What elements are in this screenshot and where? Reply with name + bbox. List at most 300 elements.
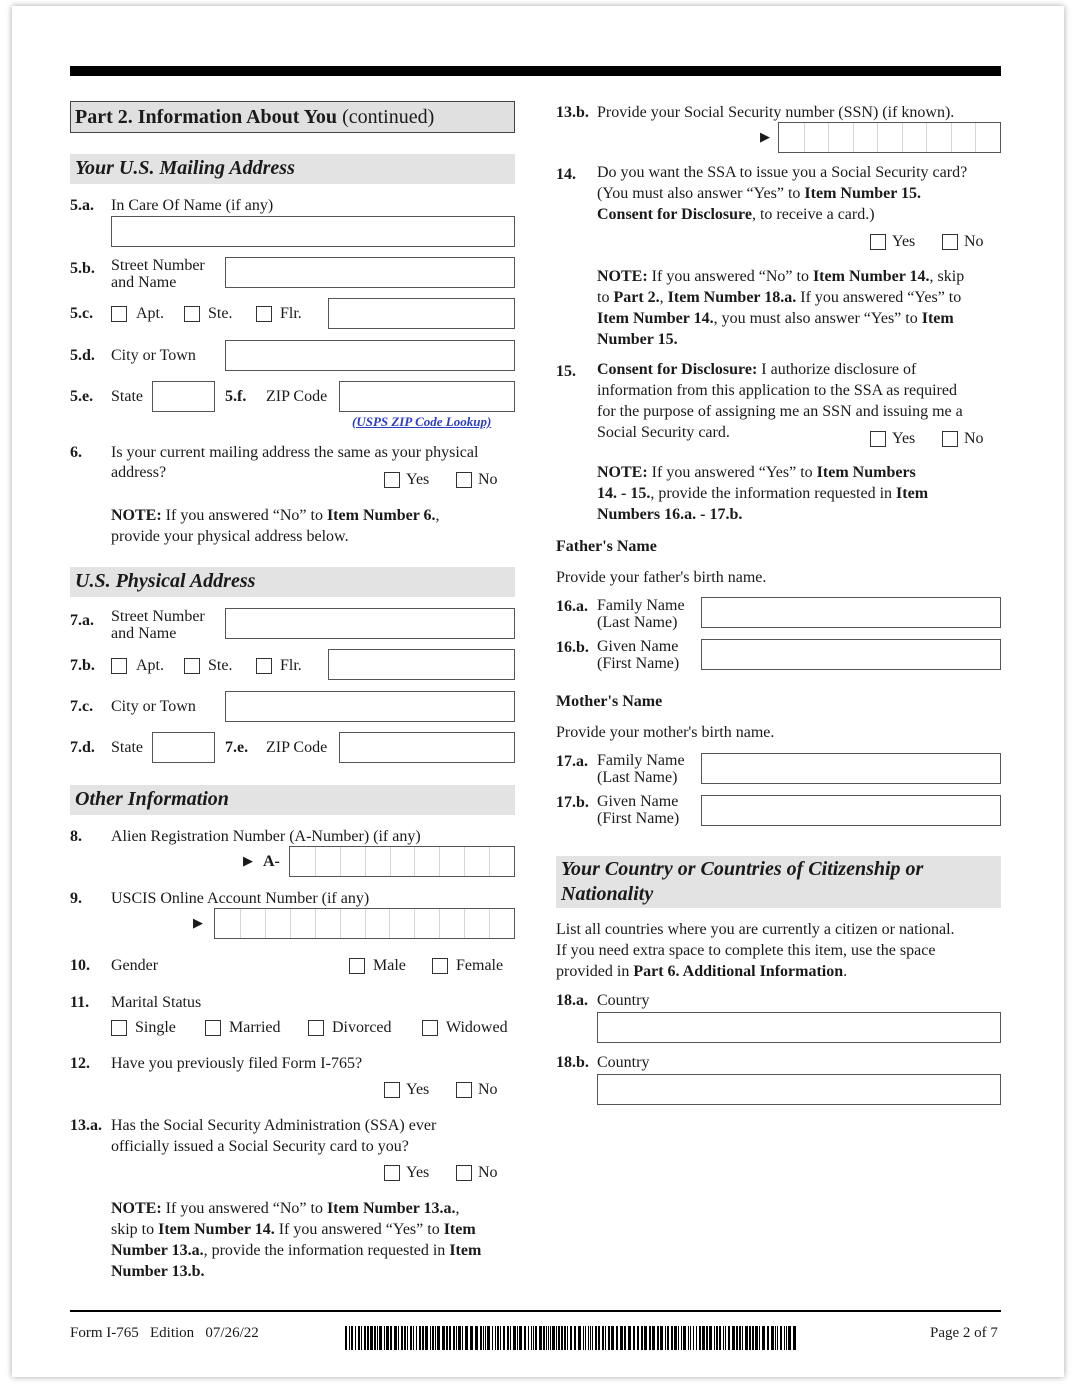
barcode-bar — [671, 1326, 673, 1350]
q12-yes-checkbox[interactable] — [384, 1082, 400, 1098]
barcode-bar — [386, 1326, 389, 1350]
part-suffix: (continued) — [337, 106, 435, 128]
barcode-bar — [745, 1326, 748, 1350]
barcode-bar — [453, 1326, 455, 1350]
note-label: NOTE: — [111, 1200, 162, 1217]
barcode-bar — [590, 1326, 591, 1350]
note-ref: 14. - 15. — [597, 485, 651, 502]
note-ref: Item — [449, 1242, 482, 1259]
barcode-bar — [355, 1326, 356, 1350]
char-divider — [902, 123, 903, 152]
q15-text: I authorize disclosure of — [757, 361, 917, 378]
char-divider — [804, 123, 805, 152]
barcode-bar — [714, 1326, 715, 1350]
barcode-bar — [578, 1326, 581, 1350]
citizenship-desc-line3 — [556, 962, 847, 982]
q14-line3 — [597, 205, 875, 225]
barcode-bar — [370, 1326, 373, 1350]
physical-city-input[interactable] — [225, 691, 515, 722]
note-label: NOTE: — [111, 507, 162, 524]
note-ref: Item Number 18.a. — [667, 289, 797, 306]
barcode-bar — [410, 1326, 412, 1350]
barcode-bar — [786, 1326, 787, 1350]
mailing-state-select[interactable] — [152, 381, 215, 412]
item-15-number: 15. — [556, 363, 576, 380]
barcode-bar — [736, 1326, 738, 1350]
q14-no-label: No — [964, 233, 984, 250]
note-label: NOTE: — [597, 268, 648, 285]
barcode-bar — [793, 1326, 796, 1350]
q15-no-checkbox[interactable] — [942, 431, 958, 447]
item-7c-number: 7.c. — [70, 698, 94, 715]
barcode-bar — [556, 1326, 557, 1350]
item-6-number: 6. — [70, 444, 82, 461]
q13a-yes-label: Yes — [406, 1164, 430, 1181]
barcode-bar — [492, 1326, 493, 1350]
char-divider — [365, 847, 366, 876]
item-13a-number: 13.a. — [70, 1117, 102, 1134]
note-text: If you answered “No” to — [161, 507, 327, 524]
char-divider — [414, 847, 415, 876]
barcode-bar — [558, 1326, 560, 1350]
barcode-bar — [706, 1326, 708, 1350]
barcode-bar — [567, 1326, 568, 1350]
father-given-name-input[interactable] — [701, 639, 1001, 670]
female-checkbox[interactable] — [432, 958, 448, 974]
note-ref: Item Number 13.a. — [326, 1200, 456, 1217]
top-rule — [70, 66, 1001, 76]
ssn-input[interactable] — [778, 122, 1001, 153]
q13-note-line4: Number 13.b. — [111, 1263, 205, 1280]
barcode-bar — [543, 1326, 545, 1350]
q14-no-checkbox[interactable] — [942, 234, 958, 250]
desc-ref: Part 6. Additional Information — [633, 963, 844, 980]
q6-no-checkbox[interactable] — [456, 472, 472, 488]
anumber-prefix: A- — [263, 853, 280, 870]
family-name-label-1: Family Name — [597, 597, 685, 614]
char-divider — [414, 909, 415, 938]
item-18b-number: 18.b. — [556, 1054, 589, 1071]
barcode-bar — [361, 1326, 362, 1350]
q14-note-line3 — [597, 309, 954, 329]
barcode-bar — [524, 1326, 526, 1350]
barcode-bar — [611, 1326, 614, 1350]
note-text: If you answered “No” to — [647, 268, 813, 285]
mailing-zip-input[interactable] — [339, 381, 515, 412]
barcode-bar — [539, 1326, 542, 1350]
married-checkbox[interactable] — [205, 1020, 221, 1036]
q14-note-line4: Number 15. — [597, 331, 678, 348]
q15-note-line3: Numbers 16.a. - 17.b. — [597, 506, 743, 523]
q14-ref: Item Number 15. — [804, 185, 921, 202]
barcode-bar — [480, 1326, 482, 1350]
char-divider — [340, 909, 341, 938]
barcode-bar — [732, 1326, 735, 1350]
gender-label: Gender — [111, 957, 159, 974]
barcode-bar — [425, 1326, 428, 1350]
barcode-bar — [390, 1326, 392, 1350]
barcode-bar — [517, 1326, 518, 1350]
barcode-bar — [413, 1326, 414, 1350]
barcode-bar — [583, 1326, 584, 1350]
barcode-bar — [358, 1326, 360, 1350]
barcode-bar — [351, 1326, 353, 1350]
note-text: , you must also answer “Yes” to — [713, 310, 922, 327]
barcode-bar — [528, 1326, 529, 1350]
item-8-number: 8. — [70, 828, 82, 845]
care-of-label: In Care Of Name (if any) — [111, 197, 274, 214]
father-heading: Father's Name — [556, 538, 657, 555]
barcode-bar — [485, 1326, 486, 1350]
note-text: If you answered “Yes” to — [796, 289, 962, 306]
mother-given-name-input[interactable] — [701, 795, 1001, 826]
barcode-bar — [588, 1326, 589, 1350]
barcode-bar — [674, 1326, 677, 1350]
barcode-bar — [416, 1326, 417, 1350]
given-name-label-1: Given Name — [597, 638, 679, 655]
barcode-bar — [398, 1326, 399, 1350]
citizenship-heading-line1: Your Country or Countries of Citizenship or — [561, 858, 924, 880]
q6-yes-label: Yes — [406, 471, 430, 488]
barcode-bar — [564, 1326, 566, 1350]
item-5b-number: 5.b. — [70, 260, 95, 277]
char-divider — [828, 123, 829, 152]
char-divider — [489, 847, 490, 876]
q13-note-line1 — [111, 1199, 460, 1219]
ste-label: Ste. — [208, 657, 233, 674]
barcode-bar — [728, 1326, 730, 1350]
note-text: to — [597, 289, 614, 306]
single-label: Single — [135, 1019, 176, 1036]
barcode-bar — [637, 1326, 639, 1350]
q6-yes-checkbox[interactable] — [384, 472, 400, 488]
given-name-label-2: (First Name) — [597, 810, 680, 827]
barcode-bar — [437, 1326, 440, 1350]
barcode-bar — [759, 1326, 760, 1350]
barcode-bar — [449, 1326, 451, 1350]
note-ref: Number 13.a. — [111, 1242, 204, 1259]
barcode-bar — [780, 1326, 782, 1350]
char-divider — [464, 847, 465, 876]
arrow-icon: ▶ — [760, 129, 770, 144]
q12-label: Have you previously filed Form I-765? — [111, 1055, 363, 1072]
barcode-bar — [693, 1326, 694, 1350]
barcode-bar — [384, 1326, 385, 1350]
male-checkbox[interactable] — [349, 958, 365, 974]
barcode-bar — [550, 1326, 551, 1350]
anumber-input[interactable] — [289, 846, 515, 877]
item-17b-number: 17.b. — [556, 794, 589, 811]
widowed-checkbox[interactable] — [422, 1020, 438, 1036]
q13-note-line3 — [111, 1241, 481, 1261]
part-title: Part 2. Information About You — [75, 106, 338, 128]
barcode-bar — [430, 1326, 431, 1350]
note-text: , skip — [929, 268, 965, 285]
barcode-bar — [548, 1326, 549, 1350]
barcode-bar — [503, 1326, 505, 1350]
item-5d-number: 5.d. — [70, 347, 95, 364]
note-text: If you answered “No” to — [161, 1200, 327, 1217]
female-label: Female — [456, 957, 504, 974]
barcode-bar — [475, 1326, 478, 1350]
barcode-bar — [667, 1326, 669, 1350]
uscis-account-input[interactable] — [214, 908, 515, 939]
physical-heading: U.S. Physical Address — [70, 567, 515, 597]
note-ref: Item Number 14. — [158, 1221, 275, 1238]
ste-checkbox[interactable] — [184, 658, 200, 674]
apt-label: Apt. — [136, 305, 164, 322]
q13a-no-checkbox[interactable] — [456, 1165, 472, 1181]
physical-street-input[interactable] — [225, 608, 515, 639]
street-label-2: and Name — [111, 274, 177, 291]
item-13b-number: 13.b. — [556, 104, 589, 121]
barcode-bar — [784, 1326, 785, 1350]
item-11-number: 11. — [70, 994, 90, 1011]
char-divider — [926, 123, 927, 152]
barcode-bar — [462, 1326, 463, 1350]
flr-label: Flr. — [280, 305, 302, 322]
barcode-bar — [716, 1326, 718, 1350]
other-heading: Other Information — [70, 785, 515, 815]
physical-state-select[interactable] — [152, 732, 215, 763]
char-divider — [439, 909, 440, 938]
char-divider — [290, 909, 291, 938]
flr-checkbox[interactable] — [256, 658, 272, 674]
street-label-2: and Name — [111, 625, 177, 642]
barcode — [345, 1326, 800, 1350]
barcode-bar — [435, 1326, 436, 1350]
divorced-checkbox[interactable] — [308, 1020, 324, 1036]
item-5a-number: 5.a. — [70, 197, 94, 214]
barcode-bar — [446, 1326, 448, 1350]
given-name-label-2: (First Name) — [597, 655, 680, 672]
citizenship-desc-line2: If you need extra space to complete this item, use the space — [556, 942, 936, 959]
char-divider — [240, 909, 241, 938]
char-divider — [315, 909, 316, 938]
city-label: City or Town — [111, 698, 196, 715]
item-14-number: 14. — [556, 166, 576, 183]
barcode-bar — [665, 1326, 666, 1350]
care-of-input[interactable] — [111, 216, 515, 247]
state-label: State — [111, 388, 143, 405]
barcode-bar — [683, 1326, 686, 1350]
barcode-bar — [483, 1326, 484, 1350]
q14-text: (You must also answer “Yes” to — [597, 185, 805, 202]
barcode-bar — [422, 1326, 424, 1350]
q14-note-line1 — [597, 267, 964, 287]
barcode-bar — [497, 1326, 499, 1350]
barcode-bar — [678, 1326, 679, 1350]
item-7a-number: 7.a. — [70, 612, 94, 629]
item-5e-number: 5.e. — [70, 388, 94, 405]
q12-no-checkbox[interactable] — [456, 1082, 472, 1098]
barcode-bar — [345, 1326, 347, 1350]
note-text: If you answered “Yes” to — [274, 1221, 444, 1238]
apt-checkbox[interactable] — [111, 658, 127, 674]
street-label-1: Street Number — [111, 257, 205, 274]
note-ref: Item Number 6. — [326, 507, 436, 524]
barcode-bar — [374, 1326, 376, 1350]
physical-unit-input[interactable] — [328, 649, 515, 680]
barcode-bar — [419, 1326, 421, 1350]
item-16a-number: 16.a. — [556, 598, 588, 615]
mother-heading: Mother's Name — [556, 693, 663, 710]
q13-note-line2 — [111, 1220, 476, 1240]
mailing-unit-input[interactable] — [328, 298, 515, 329]
q15-note-line2 — [597, 484, 928, 504]
citizenship-heading — [556, 856, 1001, 908]
mailing-city-input[interactable] — [225, 340, 515, 371]
q15-no-label: No — [964, 430, 984, 447]
mailing-street-input[interactable] — [225, 257, 515, 288]
q14-yes-checkbox[interactable] — [870, 234, 886, 250]
family-name-label-2: (Last Name) — [597, 769, 678, 786]
q15-yes-checkbox[interactable] — [870, 431, 886, 447]
barcode-bar — [620, 1326, 623, 1350]
note-ref: Item Number 14. — [812, 268, 930, 285]
bottom-rule — [70, 1310, 1001, 1312]
item-10-number: 10. — [70, 957, 90, 974]
barcode-bar — [510, 1326, 511, 1350]
q6-note-line1 — [111, 506, 440, 526]
state-label: State — [111, 739, 143, 756]
barcode-bar — [749, 1326, 751, 1350]
barcode-bar — [652, 1326, 655, 1350]
given-name-label-1: Given Name — [597, 793, 679, 810]
single-checkbox[interactable] — [111, 1020, 127, 1036]
barcode-bar — [458, 1326, 461, 1350]
note-text: , provide the information requested in — [203, 1242, 450, 1259]
barcode-bar — [633, 1326, 635, 1350]
barcode-bar — [771, 1326, 774, 1350]
father-family-name-input[interactable] — [701, 597, 1001, 628]
item-5c-number: 5.c. — [70, 305, 94, 322]
barcode-bar — [500, 1326, 501, 1350]
flr-checkbox[interactable] — [256, 306, 272, 322]
barcode-bar — [495, 1326, 496, 1350]
arrow-icon: ▶ — [193, 915, 203, 930]
barcode-bar — [574, 1326, 576, 1350]
item-12-number: 12. — [70, 1055, 90, 1072]
family-name-label-1: Family Name — [597, 752, 685, 769]
barcode-bar — [644, 1326, 647, 1350]
male-label: Male — [373, 957, 406, 974]
char-divider — [877, 123, 878, 152]
q15-line3: for the purpose of assigning me an SSN and issuing me a — [597, 403, 963, 420]
q15-note-line1 — [597, 463, 916, 483]
q6-line2: address? — [111, 464, 167, 481]
street-label-1: Street Number — [111, 608, 205, 625]
barcode-bar — [624, 1326, 626, 1350]
country-18b-input[interactable] — [597, 1074, 1001, 1105]
zip-label: ZIP Code — [266, 388, 328, 405]
zip-lookup-link[interactable]: (USPS ZIP Code Lookup) — [352, 414, 492, 429]
page-number: Page 2 of 7 — [930, 1325, 998, 1341]
mother-family-name-input[interactable] — [701, 753, 1001, 784]
barcode-bar — [487, 1326, 490, 1350]
q13a-no-label: No — [478, 1164, 498, 1181]
q14-ref: Consent for Disclosure — [597, 206, 752, 223]
q12-yes-label: Yes — [406, 1081, 430, 1098]
barcode-bar — [595, 1326, 597, 1350]
q14-line1: Do you want the SSA to issue you a Social Security card? — [597, 164, 968, 181]
char-divider — [365, 909, 366, 938]
divorced-label: Divorced — [332, 1019, 392, 1036]
barcode-bar — [367, 1326, 369, 1350]
q12-no-label: No — [478, 1081, 498, 1098]
part-header — [70, 101, 515, 133]
country-18a-input[interactable] — [597, 1012, 1001, 1043]
note-ref: Item — [921, 310, 954, 327]
desc-text: . — [843, 963, 848, 980]
ssn-label: Provide your Social Security number (SSN) (if known). — [597, 104, 955, 121]
barcode-bar — [702, 1326, 705, 1350]
barcode-bar — [777, 1326, 778, 1350]
anumber-label: Alien Registration Number (A-Number) (if any) — [111, 828, 421, 845]
mother-description: Provide your mother's birth name. — [556, 724, 775, 741]
widowed-label: Widowed — [446, 1019, 508, 1036]
barcode-bar — [546, 1326, 547, 1350]
q15-yes-label: Yes — [892, 430, 916, 447]
note-text: skip to — [111, 1221, 159, 1238]
ste-checkbox[interactable] — [184, 306, 200, 322]
barcode-bar — [755, 1326, 758, 1350]
item-7e-number: 7.e. — [225, 739, 249, 756]
char-divider — [340, 847, 341, 876]
item-18a-number: 18.a. — [556, 992, 588, 1009]
barcode-bar — [775, 1326, 776, 1350]
note-ref: Item — [443, 1221, 476, 1238]
barcode-bar — [377, 1326, 378, 1350]
barcode-bar — [742, 1326, 743, 1350]
q15-ref: Consent for Disclosure: — [597, 361, 758, 378]
char-divider — [975, 123, 976, 152]
physical-zip-input[interactable] — [339, 732, 515, 763]
city-label: City or Town — [111, 347, 196, 364]
q15-line1 — [597, 360, 916, 380]
family-name-label-2: (Last Name) — [597, 614, 678, 631]
note-ref: Item Number 14. — [597, 310, 714, 327]
barcode-bar — [688, 1326, 689, 1350]
q14-yes-label: Yes — [892, 233, 916, 250]
item-7d-number: 7.d. — [70, 739, 95, 756]
item-16b-number: 16.b. — [556, 639, 589, 656]
barcode-bar — [592, 1326, 593, 1350]
barcode-bar — [788, 1326, 791, 1350]
barcode-bar — [767, 1326, 769, 1350]
apt-label: Apt. — [136, 657, 164, 674]
char-divider — [439, 847, 440, 876]
citizenship-heading-line2: Nationality — [561, 883, 654, 905]
q6-no-label: No — [478, 471, 498, 488]
apt-checkbox[interactable] — [111, 306, 127, 322]
barcode-bar — [725, 1326, 726, 1350]
char-divider — [489, 909, 490, 938]
q13a-line2: officially issued a Social Security card to you? — [111, 1138, 409, 1155]
barcode-bar — [699, 1326, 701, 1350]
father-description: Provide your father's birth name. — [556, 569, 767, 586]
barcode-bar — [465, 1326, 468, 1350]
char-divider — [951, 123, 952, 152]
q14-line2 — [597, 184, 921, 204]
zip-label: ZIP Code — [266, 739, 328, 756]
barcode-bar — [432, 1326, 434, 1350]
q13a-yes-checkbox[interactable] — [384, 1165, 400, 1181]
item-5f-number: 5.f. — [225, 388, 247, 405]
barcode-bar — [533, 1326, 534, 1350]
q14-text: , to receive a card.) — [751, 206, 875, 223]
country-label: Country — [597, 1054, 650, 1071]
